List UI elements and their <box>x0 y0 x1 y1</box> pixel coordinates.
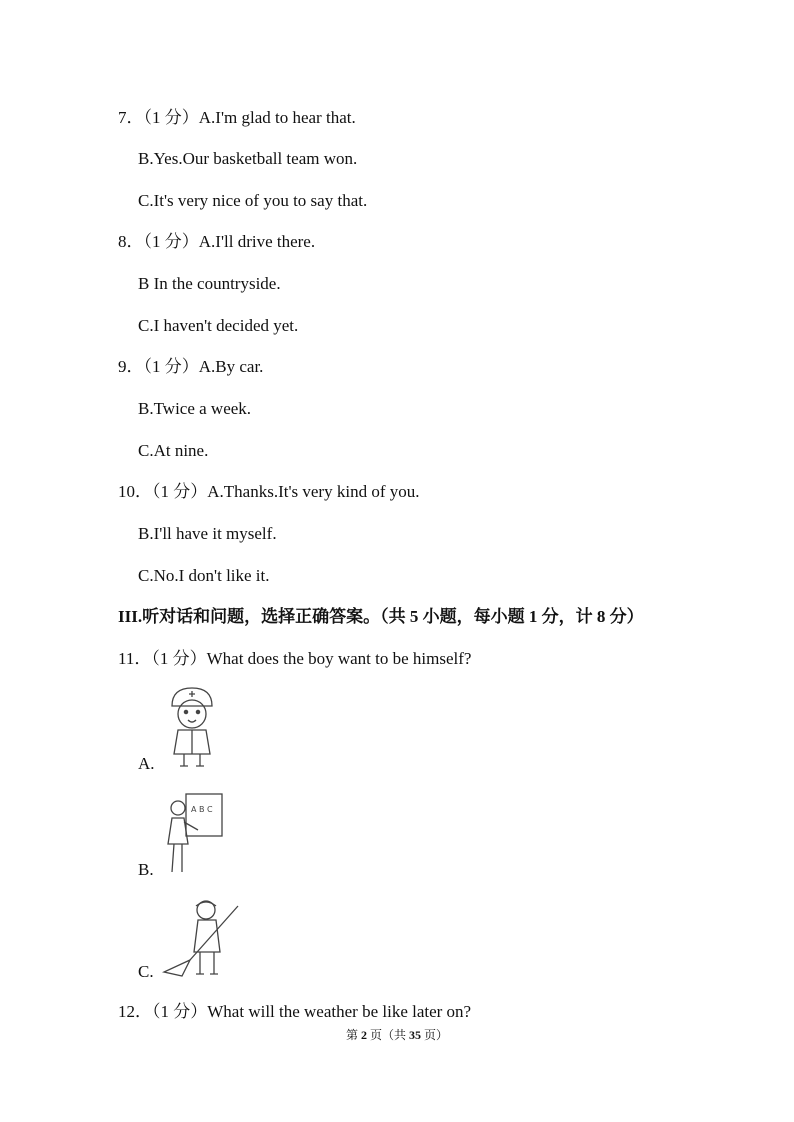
footer-total-pages: 35 <box>409 1028 421 1042</box>
page-footer <box>0 1026 794 1043</box>
q10-option-b: B.I'll have it myself. <box>138 524 277 543</box>
q7-option-c: C.It's very nice of you to say that. <box>138 191 368 210</box>
doctor-illustration <box>160 684 224 770</box>
q11-option-b[interactable]: B. <box>138 860 154 879</box>
footer-suffix: 页） <box>424 1028 449 1042</box>
q8-option-c: C.I haven't decided yet. <box>138 316 299 335</box>
q9-stem: 9．（1 分）A.By car. <box>118 357 264 376</box>
svg-text:A B C: A B C <box>191 805 213 814</box>
footer-middle: 页（共 <box>369 1028 406 1042</box>
q8-option-b: B In the countryside. <box>138 274 281 293</box>
q8-stem: 8．（1 分）A.I'll drive there. <box>118 232 316 251</box>
q11-stem: 11．（1 分）What does the boy want to be himself? <box>118 649 472 668</box>
q10-option-c: C.No.I don't like it. <box>138 566 270 585</box>
q12-stem: 12．（1 分）What will the weather be like later on? <box>118 1002 472 1021</box>
q11-option-a[interactable]: A. <box>138 754 155 773</box>
q7-option-b: B.Yes.Our basketball team won. <box>138 149 358 168</box>
teacher-illustration <box>160 790 226 876</box>
section-3-heading: III.听对话和问题，选择正确答案。（共 5 小题，每小题 1 分，计 8 分） <box>118 607 644 626</box>
q7-stem: 7．（1 分）A.I'm glad to hear that. <box>118 108 356 127</box>
cleaner-illustration <box>160 896 244 980</box>
q9-option-c: C.At nine. <box>138 441 209 460</box>
q11-option-c[interactable]: C. <box>138 962 154 981</box>
q9-option-b: B.Twice a week. <box>138 399 252 418</box>
footer-page-number: 2 <box>360 1028 367 1042</box>
q10-stem: 10．（1 分）A.Thanks.It's very kind of you. <box>118 482 420 501</box>
footer-prefix: 第 <box>345 1028 358 1042</box>
